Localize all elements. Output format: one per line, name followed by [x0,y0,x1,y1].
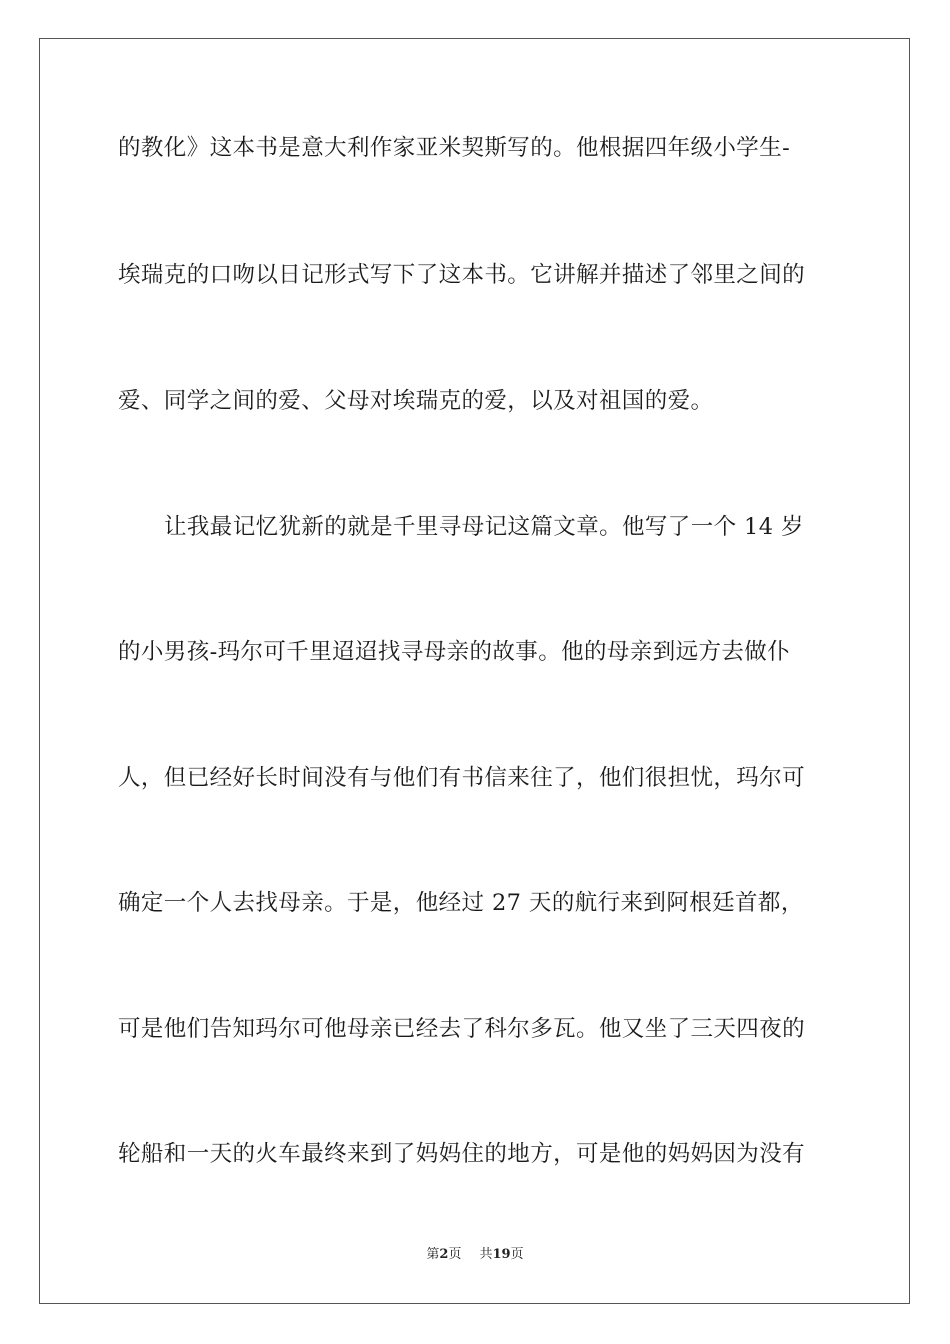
total-suffix: 页 [510,1247,524,1262]
text-line: 可是他们告知玛尔可他母亲已经去了科尔多瓦。他又坐了三天四夜的 [118,1016,806,1042]
page-footer [0,1246,950,1264]
text-line: 轮船和一天的火车最终来到了妈妈住的地方，可是他的妈妈因为没有 [118,1141,806,1167]
page-prefix: 第 [426,1247,440,1262]
text-line: 爱、同学之间的爱、父母对埃瑞克的爱，以及对祖国的爱。 [118,388,714,414]
text-line: 的教化》这本书是意大利作家亚米契斯写的。他根据四年级小学生- [118,135,791,161]
text-line: 的小男孩-玛尔可千里迢迢找寻母亲的故事。他的母亲到远方去做仆 [118,639,791,665]
text-line: 人，但已经好长时间没有与他们有书信来往了，他们很担忧，玛尔可 [118,765,806,791]
total-prefix: 共 [479,1247,493,1262]
current-page-number: 2 [439,1247,449,1262]
page-suffix: 页 [448,1247,462,1262]
paragraph-first-line: 让我最记忆犹新的就是千里寻母记这篇文章。他写了一个 14 岁 [164,514,804,540]
page-frame [39,38,910,1304]
text-line: 确定一个人去找母亲。于是，他经过 27 天的航行来到阿根廷首都， [118,890,804,916]
text-line: 埃瑞克的口吻以日记形式写下了这本书。它讲解并描述了邻里之间的 [118,262,806,288]
total-page-number: 19 [492,1247,511,1262]
